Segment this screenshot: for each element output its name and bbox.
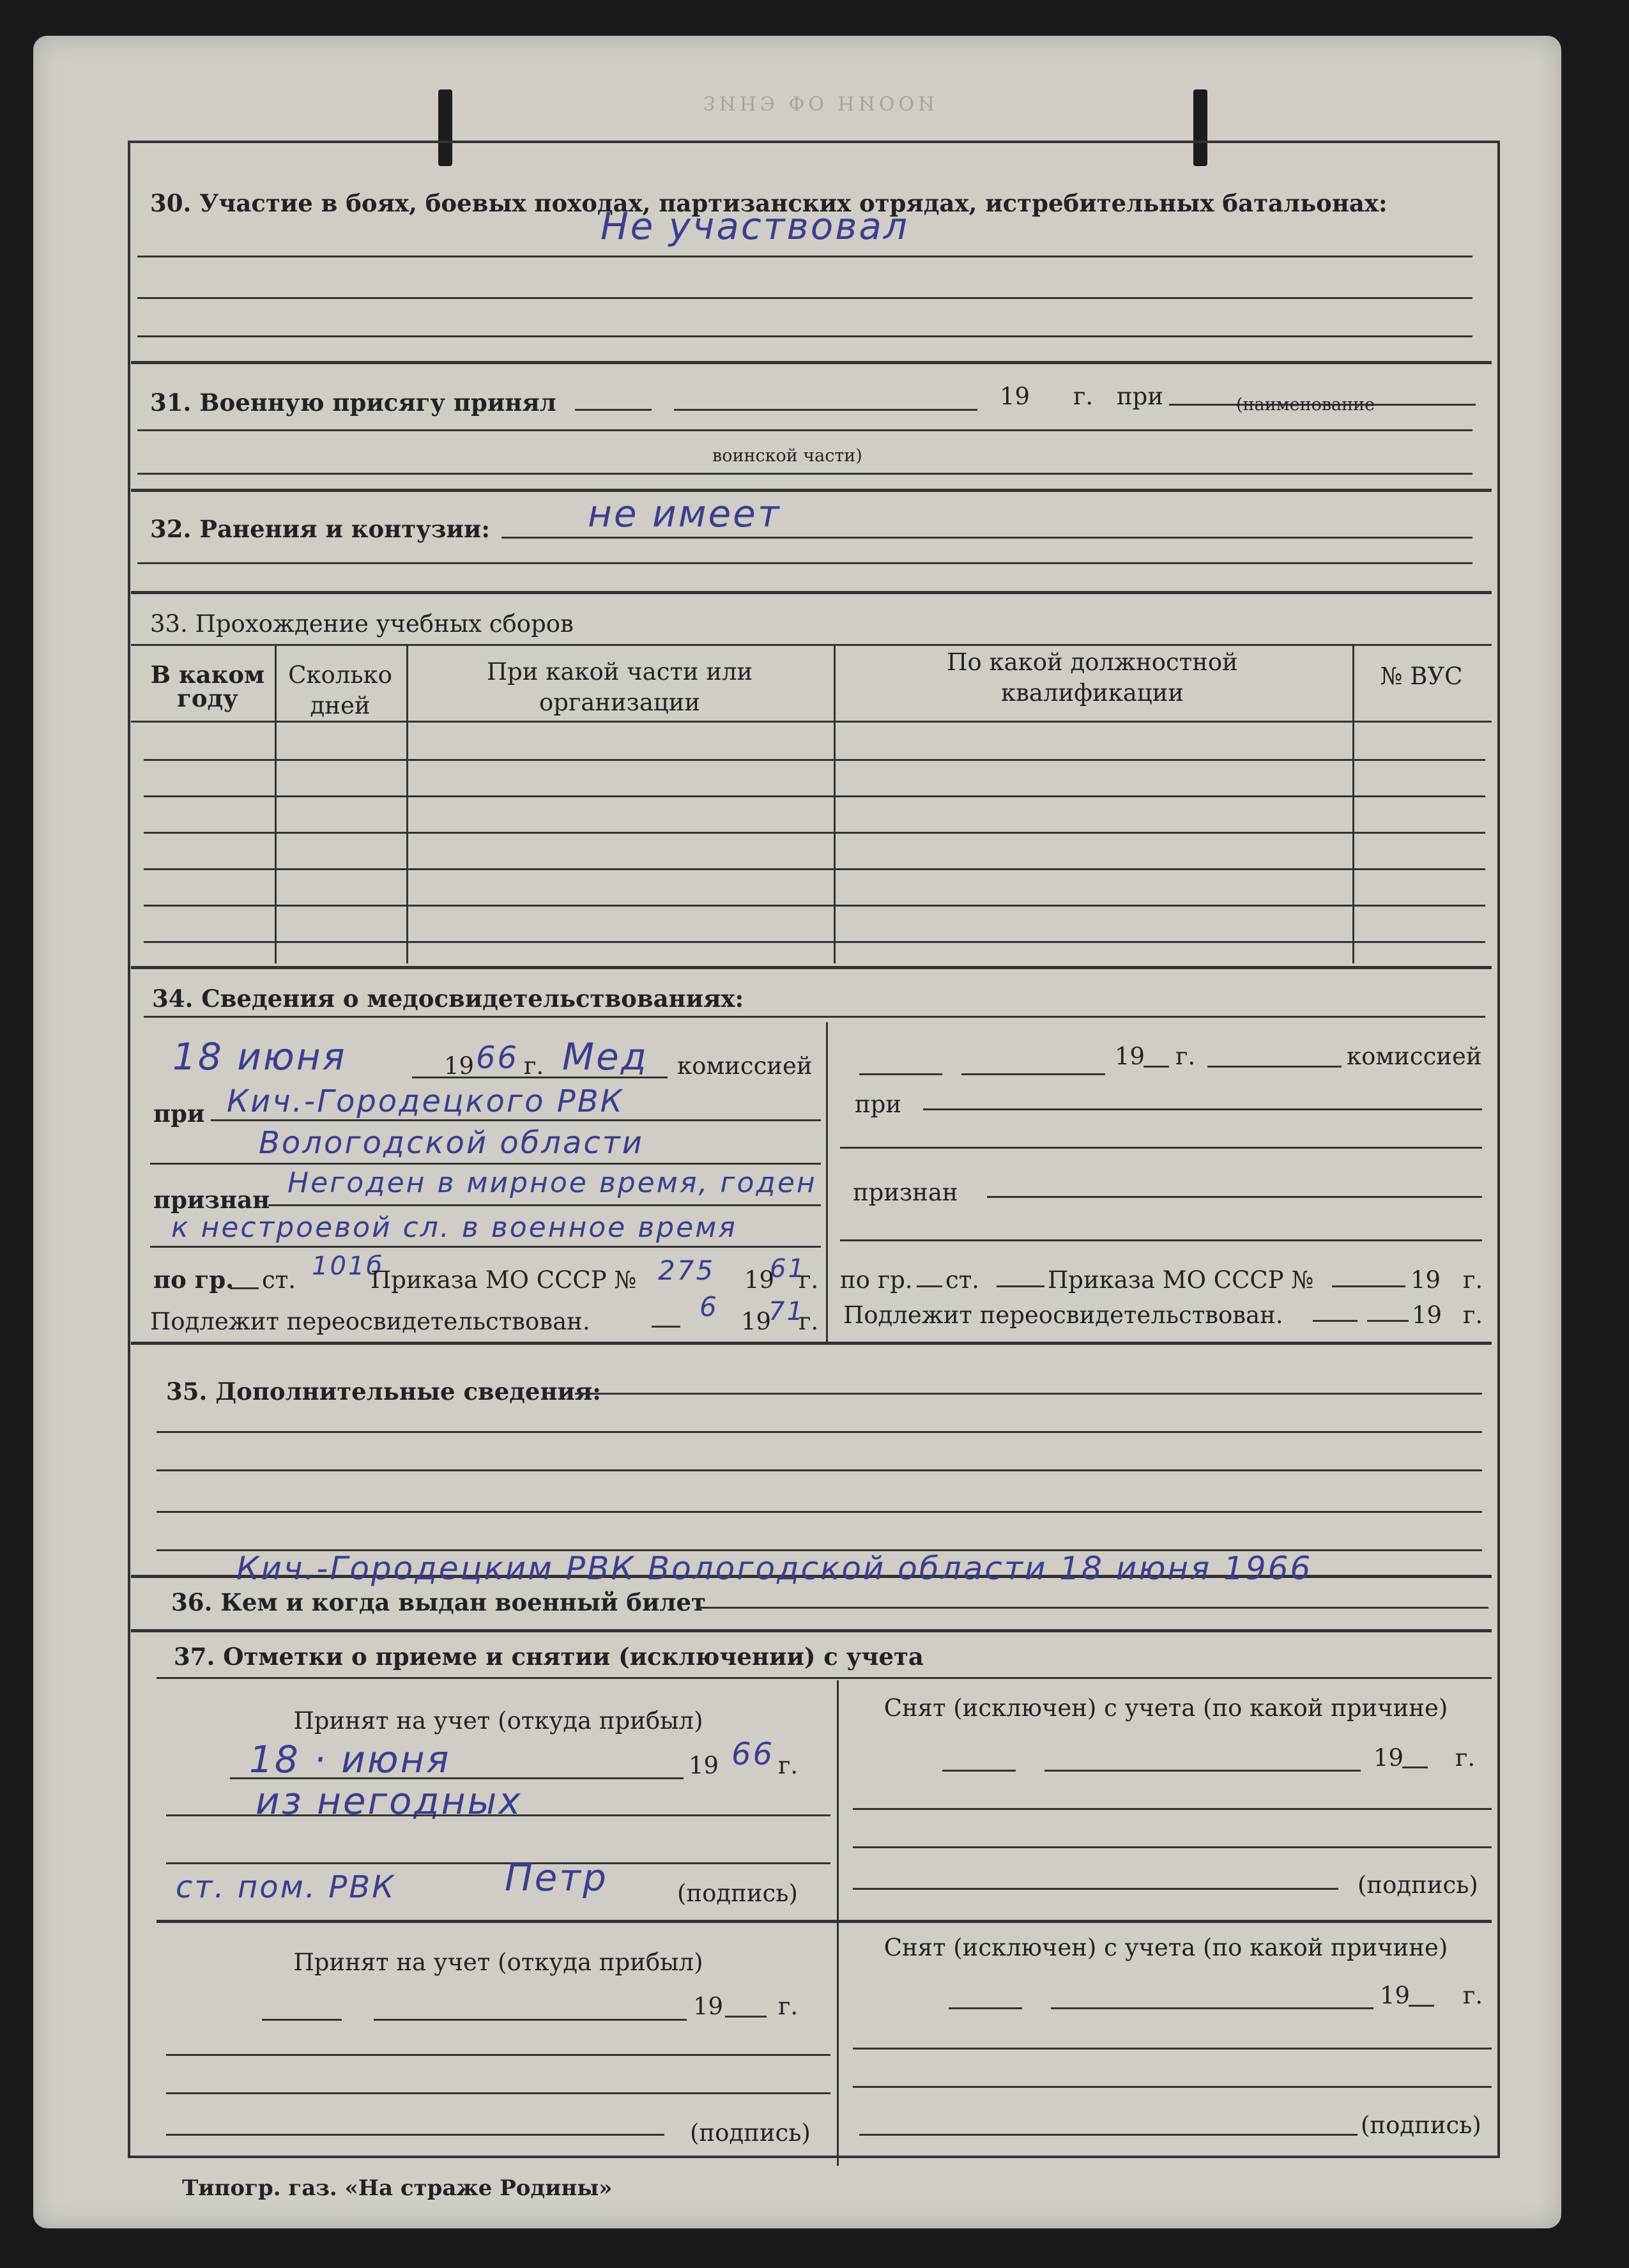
line (230, 1287, 259, 1289)
line (987, 1196, 1482, 1198)
med-g: г. (524, 1052, 544, 1080)
line (1367, 1320, 1409, 1322)
col-unit-header (409, 657, 830, 718)
line (150, 1163, 821, 1165)
med-st-hw: 101б (312, 1252, 385, 1281)
line (859, 1073, 942, 1075)
table-col-divider (275, 644, 277, 963)
med-r-g3: г. (1463, 1301, 1483, 1329)
table-col-divider (834, 644, 836, 963)
med-resurvey-hw: 6 (700, 1291, 719, 1322)
med-order-hw: 275 (658, 1255, 715, 1286)
line (696, 1607, 1488, 1609)
table-row-line (144, 905, 1485, 907)
accepted2-title: Принят на учет (откуда прибыл) (293, 1949, 703, 1976)
med-r-po-gr: по гр. (840, 1266, 913, 1294)
section-divider (131, 591, 1492, 594)
accepted1-year-prefix: 19 (689, 1752, 719, 1779)
sec31-pri: при (1117, 383, 1164, 410)
line (157, 1677, 1492, 1679)
sec31-note2: воинской части) (712, 446, 862, 466)
med-resurvey-year: 71 (769, 1297, 805, 1326)
accepted1-reason: из негодных (256, 1779, 523, 1823)
line (652, 1326, 680, 1328)
med-pri: при (153, 1100, 205, 1128)
line (949, 2007, 1022, 2009)
removed2-signature-label: (подпись) (1361, 2111, 1481, 2139)
line (268, 1204, 821, 1206)
med-r-g2: г. (1463, 1266, 1483, 1294)
line (166, 2134, 664, 2136)
section-divider (131, 1629, 1492, 1632)
date-line (674, 409, 977, 411)
line (1044, 1770, 1361, 1772)
med-g2: г. (799, 1266, 819, 1294)
col-days-l1: Сколько (288, 661, 392, 689)
line (575, 1393, 1482, 1395)
line (961, 1073, 1105, 1075)
med-year: 66 (476, 1040, 519, 1076)
line (1402, 1766, 1428, 1768)
sec31-year: 19 (1000, 383, 1030, 410)
col-qual-l1: По какой должностной (947, 648, 1238, 676)
line (853, 1808, 1492, 1810)
med-year2: 61 (770, 1254, 806, 1283)
accepted2-g: г. (778, 1993, 799, 2020)
med-st: ст. (262, 1266, 296, 1294)
line (997, 1285, 1044, 1287)
sec31-g: г. (1073, 383, 1094, 410)
med-resurvey: Подлежит переосвидетельствован. (150, 1308, 590, 1335)
divider (137, 297, 1472, 299)
divider (137, 256, 1472, 257)
section-divider (131, 966, 1492, 969)
col-qual-header (837, 647, 1348, 709)
table-row-line (144, 759, 1485, 761)
med-date: 18 июня (172, 1035, 347, 1078)
med-resurvey-year-prefix: 19 (741, 1308, 772, 1335)
sec36-label: 36. Кем и когда выдан военный билет (171, 1588, 706, 1616)
divider (137, 335, 1472, 337)
accepted1-year: 66 (731, 1736, 775, 1772)
line (853, 1846, 1492, 1848)
table-col-divider (406, 644, 408, 963)
divider (137, 562, 1472, 564)
sec34-col-divider (826, 1022, 828, 1342)
line (853, 2048, 1492, 2050)
line (166, 1814, 830, 1816)
col-days-l2: дней (310, 692, 371, 720)
line (166, 1862, 830, 1864)
line (840, 1239, 1482, 1241)
line (374, 2019, 687, 2021)
accepted1-g-label: г. (778, 1752, 799, 1779)
accepted1-date: 18 · июня (249, 1738, 451, 1781)
section-divider (131, 361, 1492, 364)
sec35-label: 35. Дополнительные сведения: (166, 1377, 601, 1406)
sec31-note1: (наименование (1236, 395, 1375, 415)
table-top (131, 644, 1492, 646)
date-line (575, 409, 652, 411)
sec33-label: 33. Прохождение учебных сборов (150, 610, 574, 638)
med-priznan-hw1: Негоден в мирное время, годен (287, 1167, 817, 1199)
line (917, 1285, 942, 1287)
med-year2-prefix: 19 (744, 1266, 775, 1294)
printer-footer: Типогр. газ. «На страже Родины» (182, 2175, 613, 2201)
col-year-l1: В каком (150, 661, 265, 689)
sec30-value: Не участвовал (600, 204, 910, 248)
line (859, 2134, 1358, 2136)
med-year-prefix: 19 (444, 1052, 475, 1080)
faint-header-text: ЗИНЭ ФО НИООИ (703, 91, 939, 114)
line (725, 2016, 767, 2018)
removed2-g: г. (1463, 1982, 1483, 2009)
line (840, 1147, 1482, 1149)
accepted2-signature-label: (подпись) (690, 2119, 811, 2147)
removed2-title: Снят (исключен) с учета (по какой причине) (883, 1934, 1448, 1961)
sec30-label: 30. Участие в боях, боевых походах, партизанских отрядах, истребительных батальонах: (150, 189, 1388, 217)
line (262, 2019, 342, 2021)
table-row-line (144, 941, 1485, 943)
col-year-header (144, 663, 272, 710)
med-commission: комиссией (677, 1052, 813, 1080)
med-priznan: признан (153, 1186, 270, 1214)
accepted2-year: 19 (693, 1993, 724, 2020)
med-r-year3: 19 (1412, 1301, 1442, 1329)
line (853, 1888, 1338, 1890)
divider (144, 1016, 1485, 1018)
col-qual-l2: квалификации (1000, 679, 1184, 707)
med-r-pri: при (855, 1091, 902, 1118)
med-commission-hw: Мед (562, 1035, 648, 1078)
removed1-g: г. (1455, 1744, 1476, 1772)
table-col-divider (1352, 644, 1354, 963)
accepted1-title: Принят на учет (откуда прибыл) (293, 1707, 703, 1735)
line (166, 2092, 830, 2094)
line (166, 2054, 830, 2056)
col-days-header (278, 660, 402, 721)
section-divider (131, 489, 1492, 492)
line (150, 1246, 821, 1248)
sec37-label: 37. Отметки о приеме и снятии (исключении) с учета (174, 1643, 924, 1671)
med-r-commission: комиссией (1347, 1043, 1482, 1070)
line (1207, 1066, 1342, 1068)
sec32-value: не имеет (588, 492, 781, 535)
line (1409, 2005, 1434, 2007)
med-r-year: 19 (1115, 1043, 1145, 1070)
accepted1-sign: ст. пом. РВК (176, 1869, 396, 1905)
line (157, 1511, 1482, 1513)
med-r-priznan: признан (853, 1179, 958, 1206)
line (1051, 2007, 1373, 2009)
line (211, 1119, 821, 1121)
med-po-gr: по гр. (153, 1266, 234, 1294)
line (1332, 1285, 1405, 1287)
removed1-year: 19 (1373, 1744, 1404, 1772)
removed1-signature-label: (подпись) (1358, 1871, 1478, 1899)
col-unit-l2: организации (539, 689, 701, 717)
med-order: Приказа МО СССР № (371, 1266, 637, 1294)
sec37-col-divider (837, 1680, 839, 2166)
section-divider (131, 1342, 1492, 1345)
med-pri-hw2: Вологодской области (259, 1125, 644, 1161)
line (1313, 1320, 1358, 1322)
line (853, 2086, 1492, 2088)
sec36-value: Кич.-Городецким РВК Вологодской области 18 июня 1966 (236, 1550, 1313, 1587)
table-row-line (144, 832, 1485, 834)
line (923, 1108, 1482, 1110)
sec31-label: 31. Военную присягу принял (150, 388, 556, 417)
accepted1-signature-label: (подпись) (677, 1880, 798, 1907)
sec37-middle-divider (157, 1920, 1492, 1923)
med-r-year2: 19 (1411, 1266, 1441, 1294)
table-header-bottom (131, 721, 1492, 723)
sec34-label: 34. Сведения о медосвидетельствованиях: (152, 985, 744, 1013)
sec32-label: 32. Ранения и контузии: (150, 515, 490, 543)
med-r-order: Приказа МО СССР № (1048, 1266, 1314, 1294)
med-r-g: г. (1175, 1043, 1196, 1070)
removed1-title: Снят (исключен) с учета (по какой причине) (883, 1694, 1448, 1722)
col-vus-header: № ВУС (1380, 663, 1463, 690)
divider (137, 473, 1472, 475)
line (157, 1469, 1482, 1471)
removed2-year: 19 (1380, 1982, 1411, 2009)
med-g3: г. (799, 1308, 819, 1335)
unit-line (137, 429, 1472, 431)
table-row-line (144, 795, 1485, 797)
line (1143, 1066, 1169, 1068)
line (412, 1077, 668, 1078)
col-unit-l1: При какой части или (486, 658, 753, 686)
med-pri-hw1: Кич.-Городецкого РВК (227, 1084, 624, 1119)
line (157, 1431, 1482, 1433)
line (942, 1770, 1016, 1772)
col-year-l2: году (177, 684, 238, 712)
table-row-line (144, 868, 1485, 870)
divider (501, 537, 1472, 539)
med-priznan-hw2: к нестроевой сл. в военное время (171, 1211, 737, 1244)
med-r-st: ст. (945, 1266, 979, 1294)
med-r-resurvey: Подлежит переосвидетельствован. (843, 1301, 1283, 1329)
accepted1-signature: Петр (505, 1856, 608, 1899)
